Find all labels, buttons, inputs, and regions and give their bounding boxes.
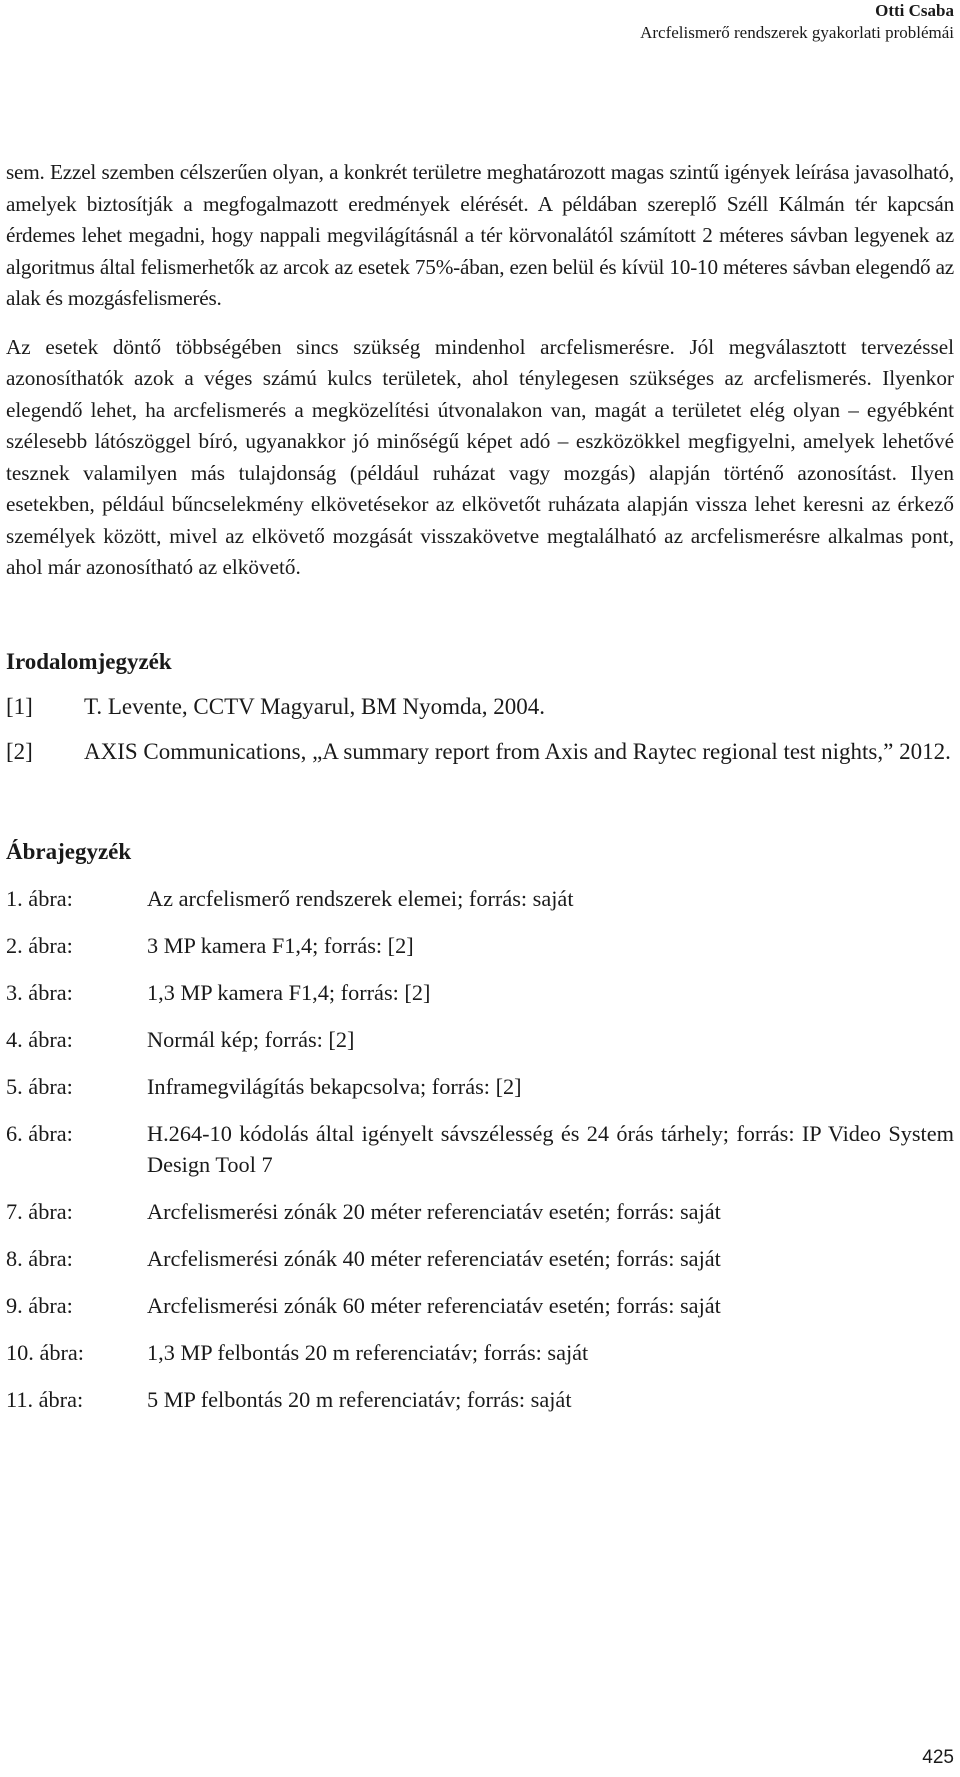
figure-number: 5. ábra: (6, 1073, 73, 1099)
figure-number: 1. ábra: (6, 885, 73, 911)
figure-caption: 5 MP felbontás 20 m referenciatáv; forrás: saját (147, 1386, 572, 1412)
page-content (6, 157, 954, 1431)
body-paragraph-1: sem. Ezzel szemben célszerűen olyan, a konkrét területre meghatározott magas szintű igények leírása javasolható, amelyek biztosítják a megfogalmazott eredmények elérését. A példában szereplő Széll Kálmán tér kapcsán érdemes lehet megadni, hogy nappali megvilágításnál a tér körvonalától számított 2 méteres sávban legyenek az algoritmus által felismerhetők az arcok az esetek 75%-ában, ezen belül és kívül 10-10 méteres sávban elegendő az alak és mozgásfelismerés. (6, 160, 954, 310)
figure-number: 7. ábra: (6, 1198, 73, 1224)
figure-item (6, 883, 954, 914)
reference-item (6, 691, 954, 722)
figure-caption: H.264-10 kódolás által igényelt sávszélesség és 24 órás tárhely; forrás: IP Video System Design Tool 7 (147, 1120, 954, 1177)
references-title: Irodalomjegyzék (6, 648, 172, 674)
figure-item (6, 977, 954, 1008)
figures-list (6, 883, 954, 1415)
figure-number: 8. ábra: (6, 1245, 73, 1271)
header-author: Otti Csaba (875, 1, 954, 20)
header-subtitle: Arcfelismerő rendszerek gyakorlati problémái (640, 23, 954, 42)
figure-caption: 3 MP kamera F1,4; forrás: [2] (147, 932, 414, 958)
page-number: 425 (922, 1747, 954, 1768)
figures-title: Ábrajegyzék (6, 838, 132, 864)
body-paragraph-2: Az esetek döntő többségében sincs szükség mindenhol arcfelismerésre. Jól megválasztott tervezéssel azonosíthatók azok a véges számú kulcs területek, ahol ténylegesen szükséges az arcfelismerés. Ilyenkor elegendő lehet, ha arcfelismerés a megközelítési útvonalakon van, magát a területet elég olyan – egyébként szélesebb látószöggel bíró, ugyanakkor jó minőségű képet adó – eszközökkel megfigyelni, amelyek lehetővé tesznek valamilyen más tulajdonság (például ruházat vagy mozgás) alapján történő azonosítást. Ilyen esetekben, például bűncselekmény elkövetésekor az elkövetőt ruházata alapján vissza lehet keresni az érkező személyek között, mivel az elkövető mozgását visszakövetve megtalálható az arcfelismerésre alkalmas pont, ahol már azonosítható az elkövető. (6, 334, 954, 579)
figure-item (6, 1196, 954, 1227)
figure-item (6, 930, 954, 961)
figure-item (6, 1384, 954, 1415)
page-header (640, 0, 954, 44)
figure-caption: Arcfelismerési zónák 40 méter referenciatáv esetén; forrás: saját (147, 1245, 721, 1271)
figure-item (6, 1071, 954, 1102)
reference-text: T. Levente, CCTV Magyarul, BM Nyomda, 2004. (84, 693, 545, 719)
figure-number: 11. ábra: (6, 1386, 84, 1412)
figure-caption: 1,3 MP kamera F1,4; forrás: [2] (147, 979, 431, 1005)
reference-number: [1] (6, 693, 33, 719)
reference-text: AXIS Communications, „A summary report from Axis and Raytec regional test nights,” 2012. (84, 738, 951, 764)
figure-number: 10. ábra: (6, 1339, 85, 1365)
figure-item (6, 1243, 954, 1274)
figure-caption: Arcfelismerési zónák 60 méter referenciatáv esetén; forrás: saját (147, 1292, 721, 1318)
figure-caption: Inframegvilágítás bekapcsolva; forrás: [2] (147, 1073, 522, 1099)
figure-number: 2. ábra: (6, 932, 73, 958)
figure-number: 9. ábra: (6, 1292, 73, 1318)
figure-item (6, 1337, 954, 1368)
figure-caption: Arcfelismerési zónák 20 méter referenciatáv esetén; forrás: saját (147, 1198, 721, 1224)
figure-number: 3. ábra: (6, 979, 73, 1005)
figure-item (6, 1118, 954, 1180)
figure-caption: 1,3 MP felbontás 20 m referenciatáv; forrás: saját (147, 1339, 589, 1365)
figure-item (6, 1024, 954, 1055)
figure-caption: Az arcfelismerő rendszerek elemei; forrás: saját (147, 885, 574, 911)
references-list (6, 691, 954, 767)
figure-number: 6. ábra: (6, 1120, 73, 1146)
figure-number: 4. ábra: (6, 1026, 73, 1052)
reference-number: [2] (6, 738, 33, 764)
figure-item (6, 1290, 954, 1321)
figure-caption: Normál kép; forrás: [2] (147, 1026, 355, 1052)
reference-item (6, 736, 954, 767)
